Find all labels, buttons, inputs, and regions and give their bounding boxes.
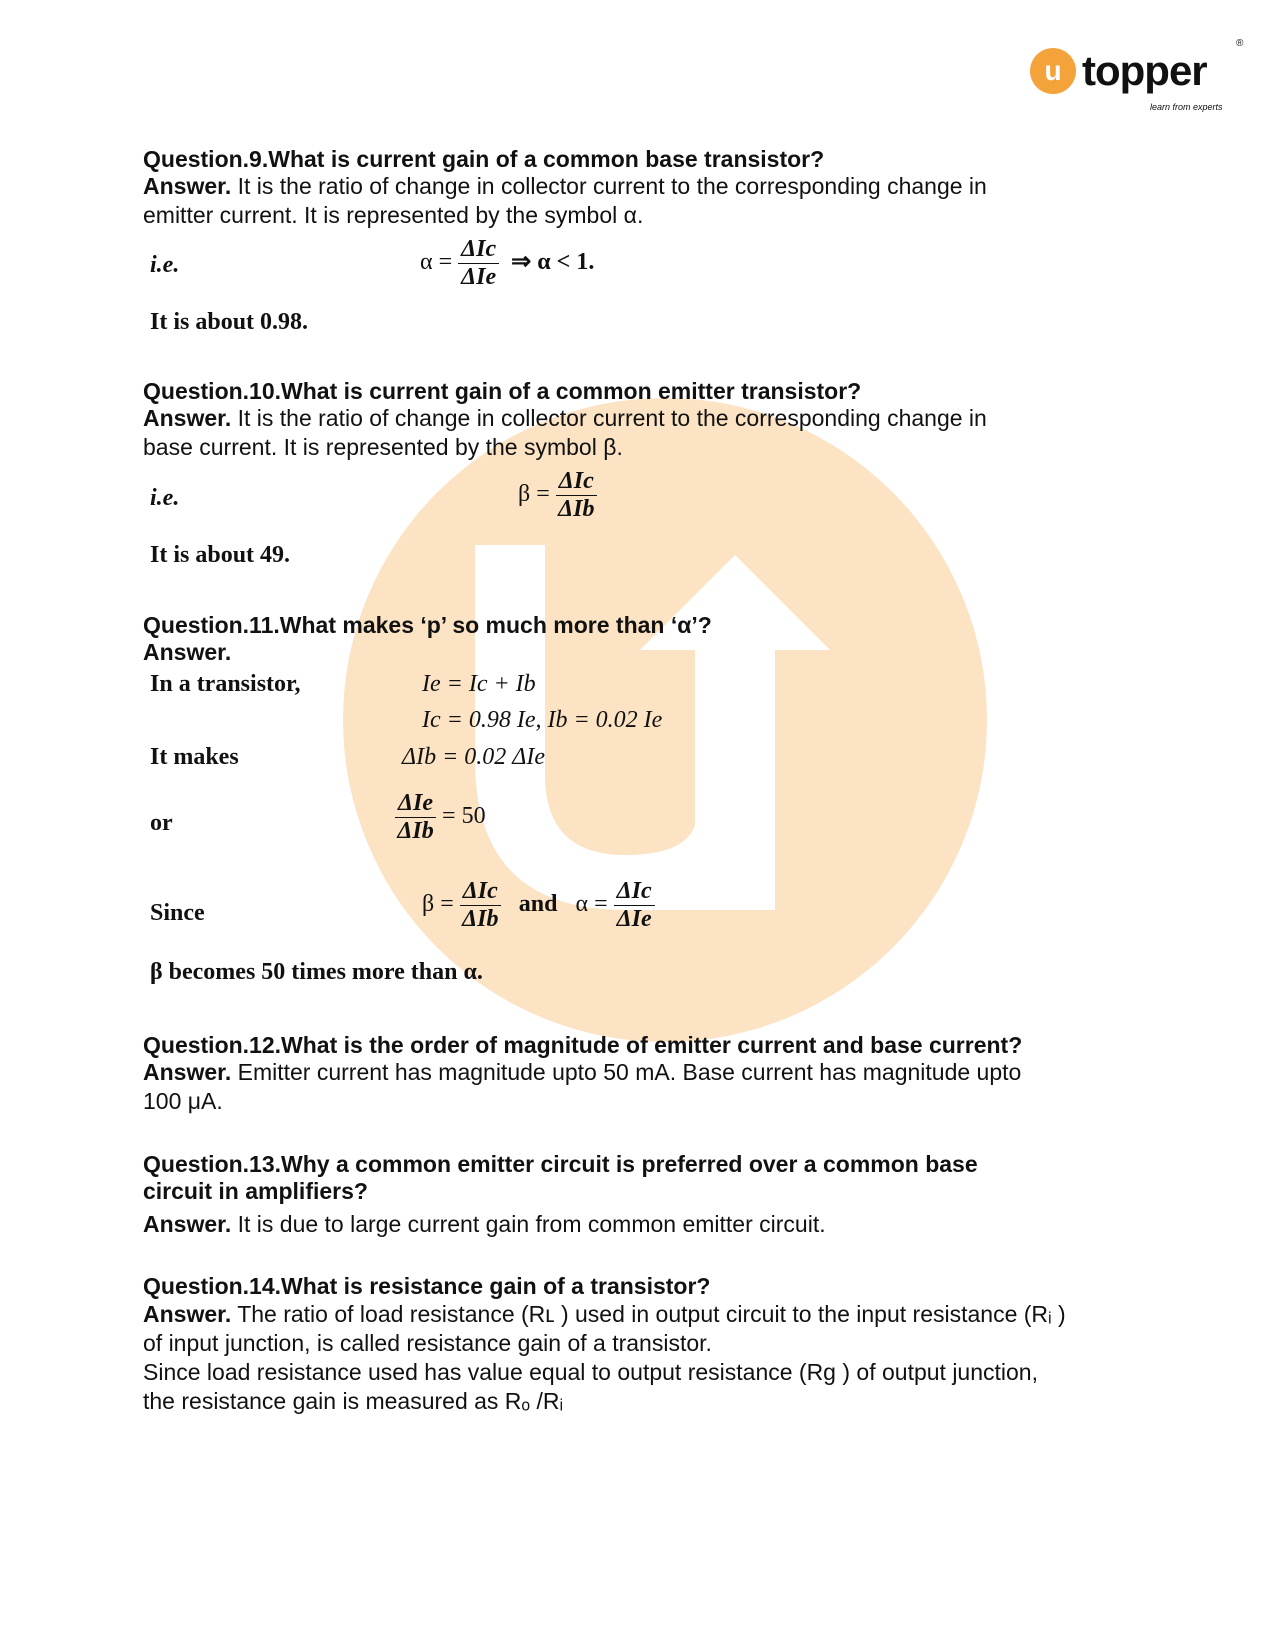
- answer-text: It is due to large current gain from common emitter circuit.: [231, 1211, 826, 1237]
- q12-title: Question.12.What is the order of magnitude of emitter current and base current?: [143, 1032, 1023, 1058]
- and-word: and: [518, 891, 558, 918]
- q9-about: It is about 0.98.: [150, 309, 309, 335]
- lhs: α =: [420, 249, 453, 276]
- equation: Ie = Ic + Ib: [422, 671, 536, 697]
- rhs: ⇒ α < 1.: [511, 249, 595, 276]
- answer-text: Emitter current has magnitude upto 50 mA. Base current has magnitude upto 100 μA.: [143, 1059, 1022, 1114]
- ie-label: i.e.: [150, 485, 180, 511]
- fraction: [395, 790, 436, 845]
- q14-answer: [143, 1300, 1068, 1416]
- topper-logo: [1030, 46, 1207, 96]
- denominator: ΔIb: [558, 496, 595, 522]
- q10-formula: [518, 468, 597, 523]
- ie-label: i.e.: [150, 252, 180, 278]
- q11-answer-label: Answer.: [143, 639, 232, 665]
- text-line: It makes: [150, 744, 239, 770]
- beta-lhs: β =: [422, 891, 454, 918]
- numerator: ΔIc: [556, 468, 597, 496]
- q14-title: Question.14.What is resistance gain of a transistor?: [143, 1273, 711, 1299]
- answer-text-2: Since load resistance used has value equal to output resistance (Rg ) of output junction, the resistance gain is measured as Rₒ /Rᵢ: [143, 1359, 1038, 1414]
- denominator: ΔIb: [397, 818, 434, 844]
- conclusion: β becomes 50 times more than α.: [150, 959, 483, 985]
- logo-text: topper: [1082, 47, 1207, 94]
- answer-label: Answer.: [143, 405, 232, 431]
- q10-answer: [143, 404, 1043, 462]
- text-line: In a transistor,: [150, 671, 301, 697]
- q9-answer: [143, 172, 1043, 230]
- equation: ΔIb = 0.02 ΔIe: [402, 744, 546, 770]
- beta-alpha-formula: [422, 878, 655, 933]
- answer-text: It is the ratio of change in collector current to the corresponding change in base current. It is represented by the symbol β.: [143, 405, 987, 460]
- numerator: ΔIc: [460, 878, 501, 906]
- answer-text: The ratio of load resistance (Rʟ ) used in output circuit to the input resistance (Rᵢ ) of input junction, is called resistance gain of a transistor.: [143, 1301, 1066, 1356]
- q11-title: Question.11.What makes ‘p’ so much more than ‘α’?: [143, 612, 712, 638]
- fraction: [556, 468, 597, 523]
- answer-label: Answer.: [143, 1301, 232, 1327]
- text-line: or: [150, 810, 173, 836]
- text-line: Since: [150, 900, 205, 926]
- ratio-formula: [395, 790, 486, 845]
- logo-arrow-icon: u: [1030, 48, 1076, 94]
- registered-mark: ®: [1236, 38, 1244, 49]
- fraction: [458, 236, 499, 291]
- numerator: ΔIc: [458, 236, 499, 264]
- answer-text: It is the ratio of change in collector current to the corresponding change in emitter current. It is represented by the symbol α.: [143, 173, 987, 228]
- answer-label: Answer.: [143, 1211, 232, 1237]
- fraction: [614, 878, 655, 933]
- denominator: ΔIb: [462, 906, 499, 932]
- denominator: ΔIe: [616, 906, 652, 932]
- q12-answer: [143, 1058, 1063, 1116]
- rhs: = 50: [442, 803, 486, 830]
- q9-formula: [420, 236, 594, 291]
- alpha-lhs: α =: [575, 891, 608, 918]
- q9-title: Question.9.What is current gain of a common base transistor?: [143, 146, 825, 172]
- numerator: ΔIe: [395, 790, 436, 818]
- denominator: ΔIe: [461, 264, 497, 290]
- answer-label: Answer.: [143, 173, 232, 199]
- q10-about: It is about 49.: [150, 542, 291, 568]
- answer-label: Answer.: [143, 1059, 232, 1085]
- q10-title: Question.10.What is current gain of a common emitter transistor?: [143, 378, 862, 404]
- q13-title: Question.13.Why a common emitter circuit is preferred over a common base circuit in amplifiers?: [143, 1151, 978, 1204]
- q13-answer: [143, 1210, 826, 1239]
- lhs: β =: [518, 481, 550, 508]
- fraction: [460, 878, 501, 933]
- logo-tagline: learn from experts: [1150, 102, 1223, 112]
- equation: Ic = 0.98 Ie, Ib = 0.02 Ie: [422, 707, 663, 733]
- numerator: ΔIc: [614, 878, 655, 906]
